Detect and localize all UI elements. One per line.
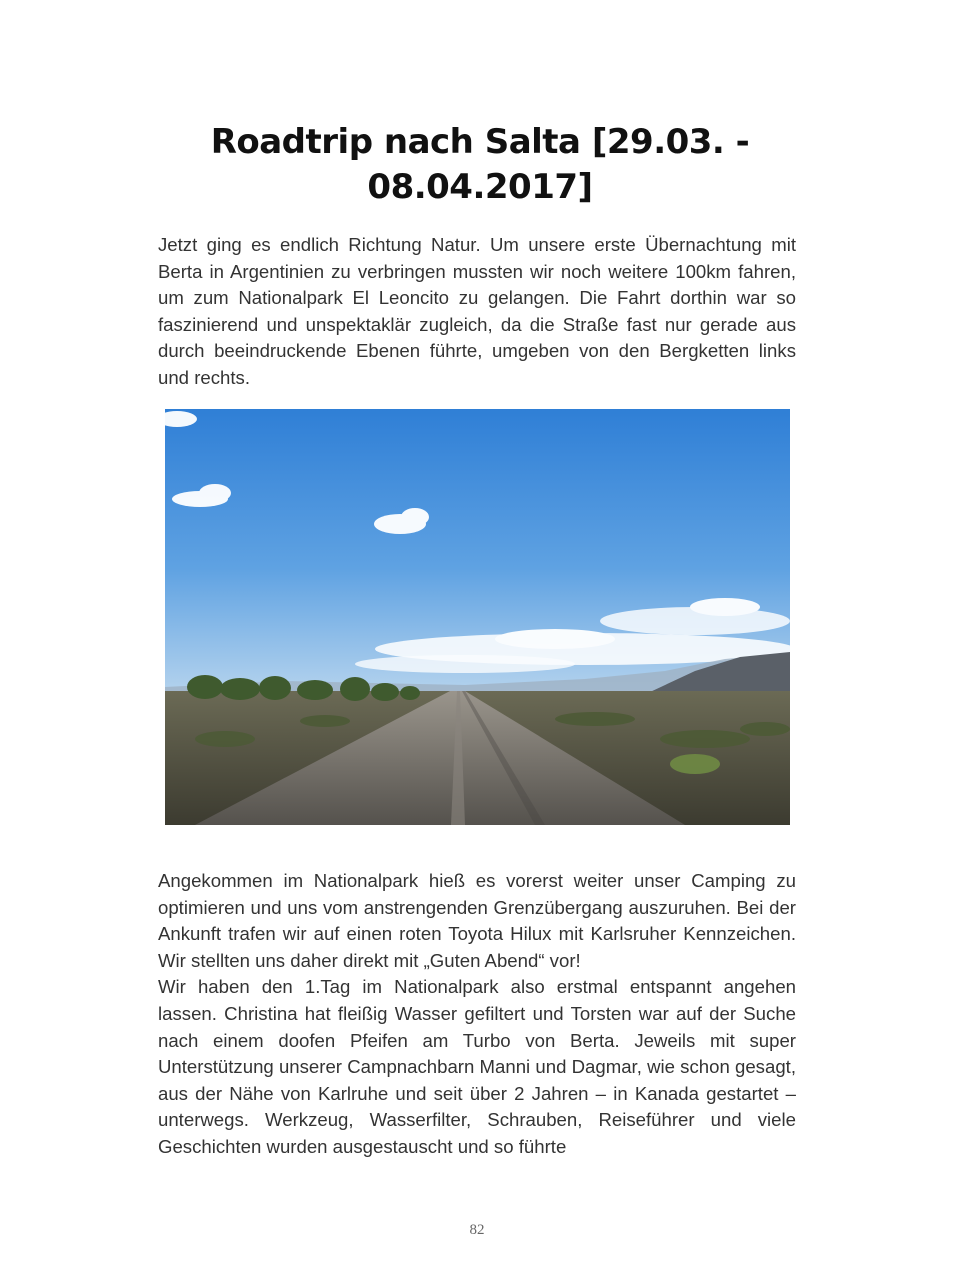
- page-title-line-2: 08.04.2017]: [367, 167, 593, 207]
- paragraph-text: Jetzt ging es endlich Richtung Natur. Um unsere erste Übernachtung mit Berta in Argentinien zu verbringen mussten wir noch weitere 100km fahren, um zum Nationalpark El Leoncito zu gelangen. Die Fahrt dorthin war so faszinierend und unspektaklär zugleich, da die Straße fast nur gerade aus durch beeindruckende Ebenen führte, umgeben von den Bergketten links und rechts.: [158, 234, 796, 388]
- page-number: 82: [469, 1222, 485, 1238]
- road-landscape-photo: [165, 409, 790, 825]
- paragraph-text: Angekommen im Nationalpark hieß es vorerst weiter unser Camping zu optimieren und uns vom anstrengenden Grenzübergang auszuruhen. Bei der Ankunft trafen wir auf einen roten Toyota Hilux mit Karlsruher Kennzeichen. Wir stellten uns daher direkt mit „Guten Abend“ vor!: [158, 870, 796, 971]
- paragraph-intro: [158, 232, 796, 392]
- paragraph-group-arrival: [158, 868, 796, 1161]
- page-title-line-1: Roadtrip nach Salta [29.03. -: [210, 122, 750, 162]
- page-title: [160, 120, 800, 210]
- paragraph-text: Wir haben den 1.Tag im Nationalpark also erstmal entspannt angehen lassen. Christina hat fleißig Wasser gefiltert und Torsten war auf der Suche nach einem doofen Pfeifen am Turbo von Berta. Jeweils mit super Unterstützung unserer Campnachbarn Manni und Dagmar, wie schon gesagt, aus der Nähe von Karlruhe und seit über 2 Jahren – in Kanada gestartet – unterwegs. Werkzeug, Wasserfilter, Schrauben, Reiseführer und viele Geschichten wurden ausgestauscht und so führte: [158, 976, 796, 1157]
